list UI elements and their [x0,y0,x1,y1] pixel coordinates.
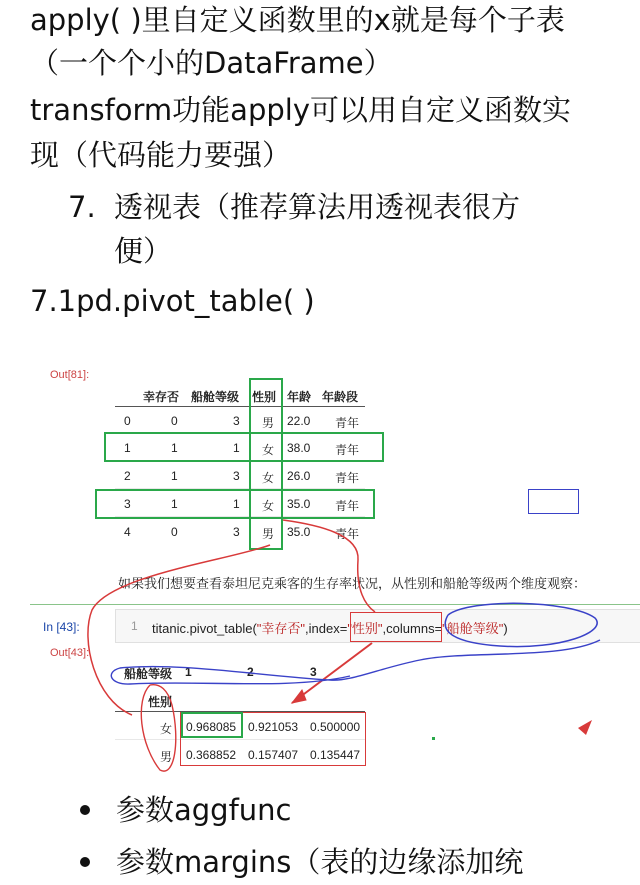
cell: 1 [171,497,178,511]
item-7-line-2: 便） [114,234,173,268]
code-call: titanic.pivot_table( [152,621,257,636]
cell: 0.921053 [248,720,299,734]
cell: 女 [262,471,275,485]
code-close-paren: ) [503,621,508,636]
cell: 35.0 [287,525,311,539]
out43-label: Out[43]: [50,647,90,659]
cell: 0 [171,525,178,539]
row-index: 0 [124,414,131,428]
cell: 0.135447 [310,748,361,762]
cell: 26.0 [287,469,311,483]
section-heading: 7.1pd.pivot_table( ) [30,284,315,318]
pivot-index-name: 性别 [148,695,173,709]
cell: 38.0 [287,441,311,455]
pivot-columns-name: 船舱等级 [124,667,173,681]
col-header-survived: 幸存否 [143,390,180,404]
code-string-columns: "船舱等级" [442,621,504,636]
note-line-3: transform功能apply可以用自定义函数实 [30,93,571,127]
cell: 1 [233,441,240,455]
code-index-kw: ,index= [305,621,348,636]
cell: 女 [262,499,275,513]
cell: 1 [233,497,240,511]
pivot-row-index: 男 [160,750,173,764]
row-index: 1 [124,441,131,455]
cell: 3 [233,414,240,428]
row-index: 4 [124,525,131,539]
cell: 女 [262,443,275,457]
pivot-row-index: 女 [160,722,173,736]
row-index: 2 [124,469,131,483]
cell: 35.0 [287,497,311,511]
bullet-aggfunc: 参数aggfunc [116,793,292,827]
col-header-class: 船舱等级 [191,390,240,404]
cell: 0.157407 [248,748,299,762]
cell: 0.500000 [310,720,361,734]
cell: 3 [233,525,240,539]
item-7-line-1: 透视表（推荐算法用透视表很方 [114,190,521,224]
out81-label: Out[81]: [50,369,90,381]
cell: 青年 [335,499,360,513]
item-7-number: 7. [68,190,96,224]
cell: 22.0 [287,414,311,428]
cell: 0.968085 [186,720,237,734]
cell: 男 [262,527,275,541]
col-header-age: 年龄 [287,390,312,404]
col-header-age-group: 年龄段 [322,390,359,404]
cell: 青年 [335,471,360,485]
bullet-margins: 参数margins（表的边缘添加统 [116,845,524,879]
cell: 1 [171,469,178,483]
cell: 青年 [335,416,360,430]
cell: 男 [262,416,275,430]
col-header-sex: 性别 [252,390,277,404]
bullet-dot [80,857,90,867]
cell: 青年 [335,443,360,457]
cell: 青年 [335,527,360,541]
cell: 0 [171,414,178,428]
note-line-2: （一个个小的DataFrame） [30,46,393,80]
code-string-index: "性别" [347,621,383,636]
bullet-dot [80,805,90,815]
cell: 3 [233,469,240,483]
pivot-col-2: 2 [247,665,254,679]
note-line-4: 现（代码能力要强） [30,138,292,172]
pivot-col-3: 3 [310,665,317,679]
code-string-values: "幸存否" [256,621,306,636]
cell: 1 [171,441,178,455]
pivot-col-1: 1 [185,665,192,679]
code-line-number: 1 [131,619,138,633]
row-index: 3 [124,497,131,511]
in43-label: In [43]: [43,620,80,634]
code-columns-kw: ,columns= [382,621,443,636]
markdown-text: 如果我们想要查看泰坦尼克乘客的生存率状况，从性别和船舱等级两个维度观察： [118,576,587,591]
note-line-1: apply( )里自定义函数里的x就是每个子表 [30,3,565,37]
cell: 0.368852 [186,748,237,762]
